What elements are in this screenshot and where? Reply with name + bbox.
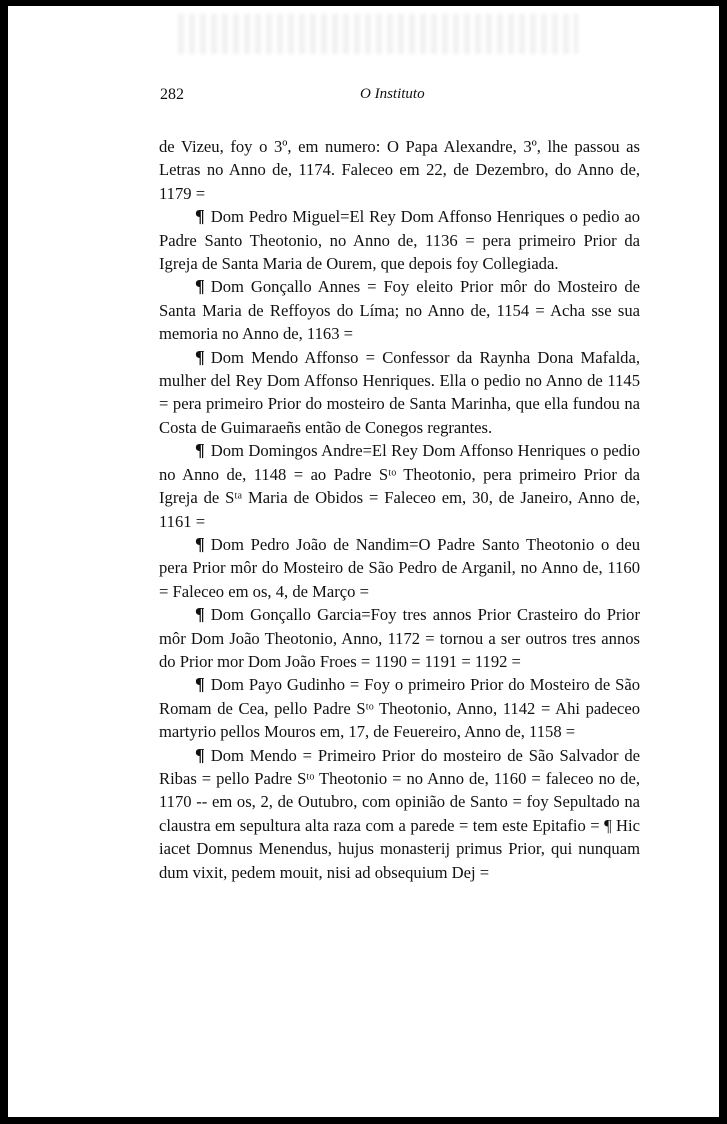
- pilcrow-icon: ¶: [195, 674, 205, 695]
- paragraph: ¶ Dom Pedro Miguel=El Rey Dom Affonso Henriques o pedio ao Padre Santo Theotonio, no Anno de, 1136 = pera primeiro Prior da Igreja de Santa Maria de Ourem, que depois foy Collegiada.: [159, 206, 640, 274]
- running-title: O Instituto: [360, 86, 425, 102]
- pilcrow-icon: ¶: [195, 440, 205, 461]
- paragraph: ¶ Dom Gonçallo Garcia=Foy tres annos Prior Crasteiro do Prior môr Dom João Theotonio, Anno, 1172 = tornou a ser outros tres annos do Prior mor Dom João Froes = 1190 = 1191 = 1192 =: [159, 604, 640, 671]
- page-header: [160, 86, 650, 108]
- pilcrow-icon: ¶: [195, 276, 205, 297]
- book-page: [8, 6, 719, 1117]
- pilcrow-icon: ¶: [195, 206, 205, 227]
- pilcrow-icon: ¶: [195, 346, 205, 367]
- paragraph: ¶ Dom Payo Gudinho = Foy o primeiro Prior do Mosteiro de São Romam de Cea, pello Padre Sᵗᵒ Theotonio, Anno, 1142 = Ahi padeceo martyrio pellos Mouros em, 17, de Feuereiro, Anno de, 1158 =: [159, 674, 640, 742]
- paragraph: ¶ Dom Gonçallo Annes = Foy eleito Prior môr do Mosteiro de Santa Maria de Reffoyos do Líma; no Anno de, 1154 = Acha sse sua memoria no Anno de, 1163 =: [159, 276, 640, 344]
- pilcrow-icon: ¶: [195, 533, 205, 554]
- paragraph: ¶ Dom Domingos Andre=El Rey Dom Affonso Henriques o pedio no Anno de, 1148 = ao Padre Sᵗᵒ Theotonio, pera primeiro Prior da Igreja de Sᵗᵃ Maria de Obidos = Faleceo em, 30, de Janeiro, Anno de, 1161 =: [159, 440, 640, 531]
- paragraph: de Vizeu, foy o 3º, em numero: O Papa Alexandre, 3º, lhe passou as Letras no Anno de, 1174. Faleceo em 22, de Dezembro, do Anno de, 1179 =: [159, 137, 640, 203]
- paragraph: ¶ Dom Mendo Affonso = Confessor da Raynha Dona Mafalda, mulher del Rey Dom Affonso Henriques. Ella o pedio no Anno de 1145 = pera primeiro Prior do mosteiro de Santa Marinha, que ella fundou na Costa de Guimaraeñs então de Conegos regrantes.: [159, 346, 640, 437]
- pilcrow-icon: ¶: [195, 744, 205, 765]
- page-number: 282: [160, 86, 184, 103]
- paragraph: ¶ Dom Mendo = Primeiro Prior do mosteiro de São Salvador de Ribas = pello Padre Sᵗᵒ Theotonio = no Anno de, 1160 = faleceo no de, 1170 -- em os, 2, de Outubro, com opinião de Santo = foy Sepultado na claustra em sepultura alta raza com a parede = tem este Epitafio = ¶ Hic iacet Domnus Menendus, hujus monasterij primus Prior, qui nunquam dum vixit, pedem mouit, nisi ad obsequium Dej =: [159, 744, 640, 882]
- paragraph: ¶ Dom Pedro João de Nandim=O Padre Santo Theotonio o deu pera Prior môr do Mosteiro de São Pedro de Arganil, no Anno de, 1160 = Faleceo em os, 4, de Março =: [159, 533, 640, 601]
- pilcrow-icon: ¶: [195, 604, 205, 625]
- body-text: [159, 135, 640, 884]
- show-through-ink: [178, 14, 578, 54]
